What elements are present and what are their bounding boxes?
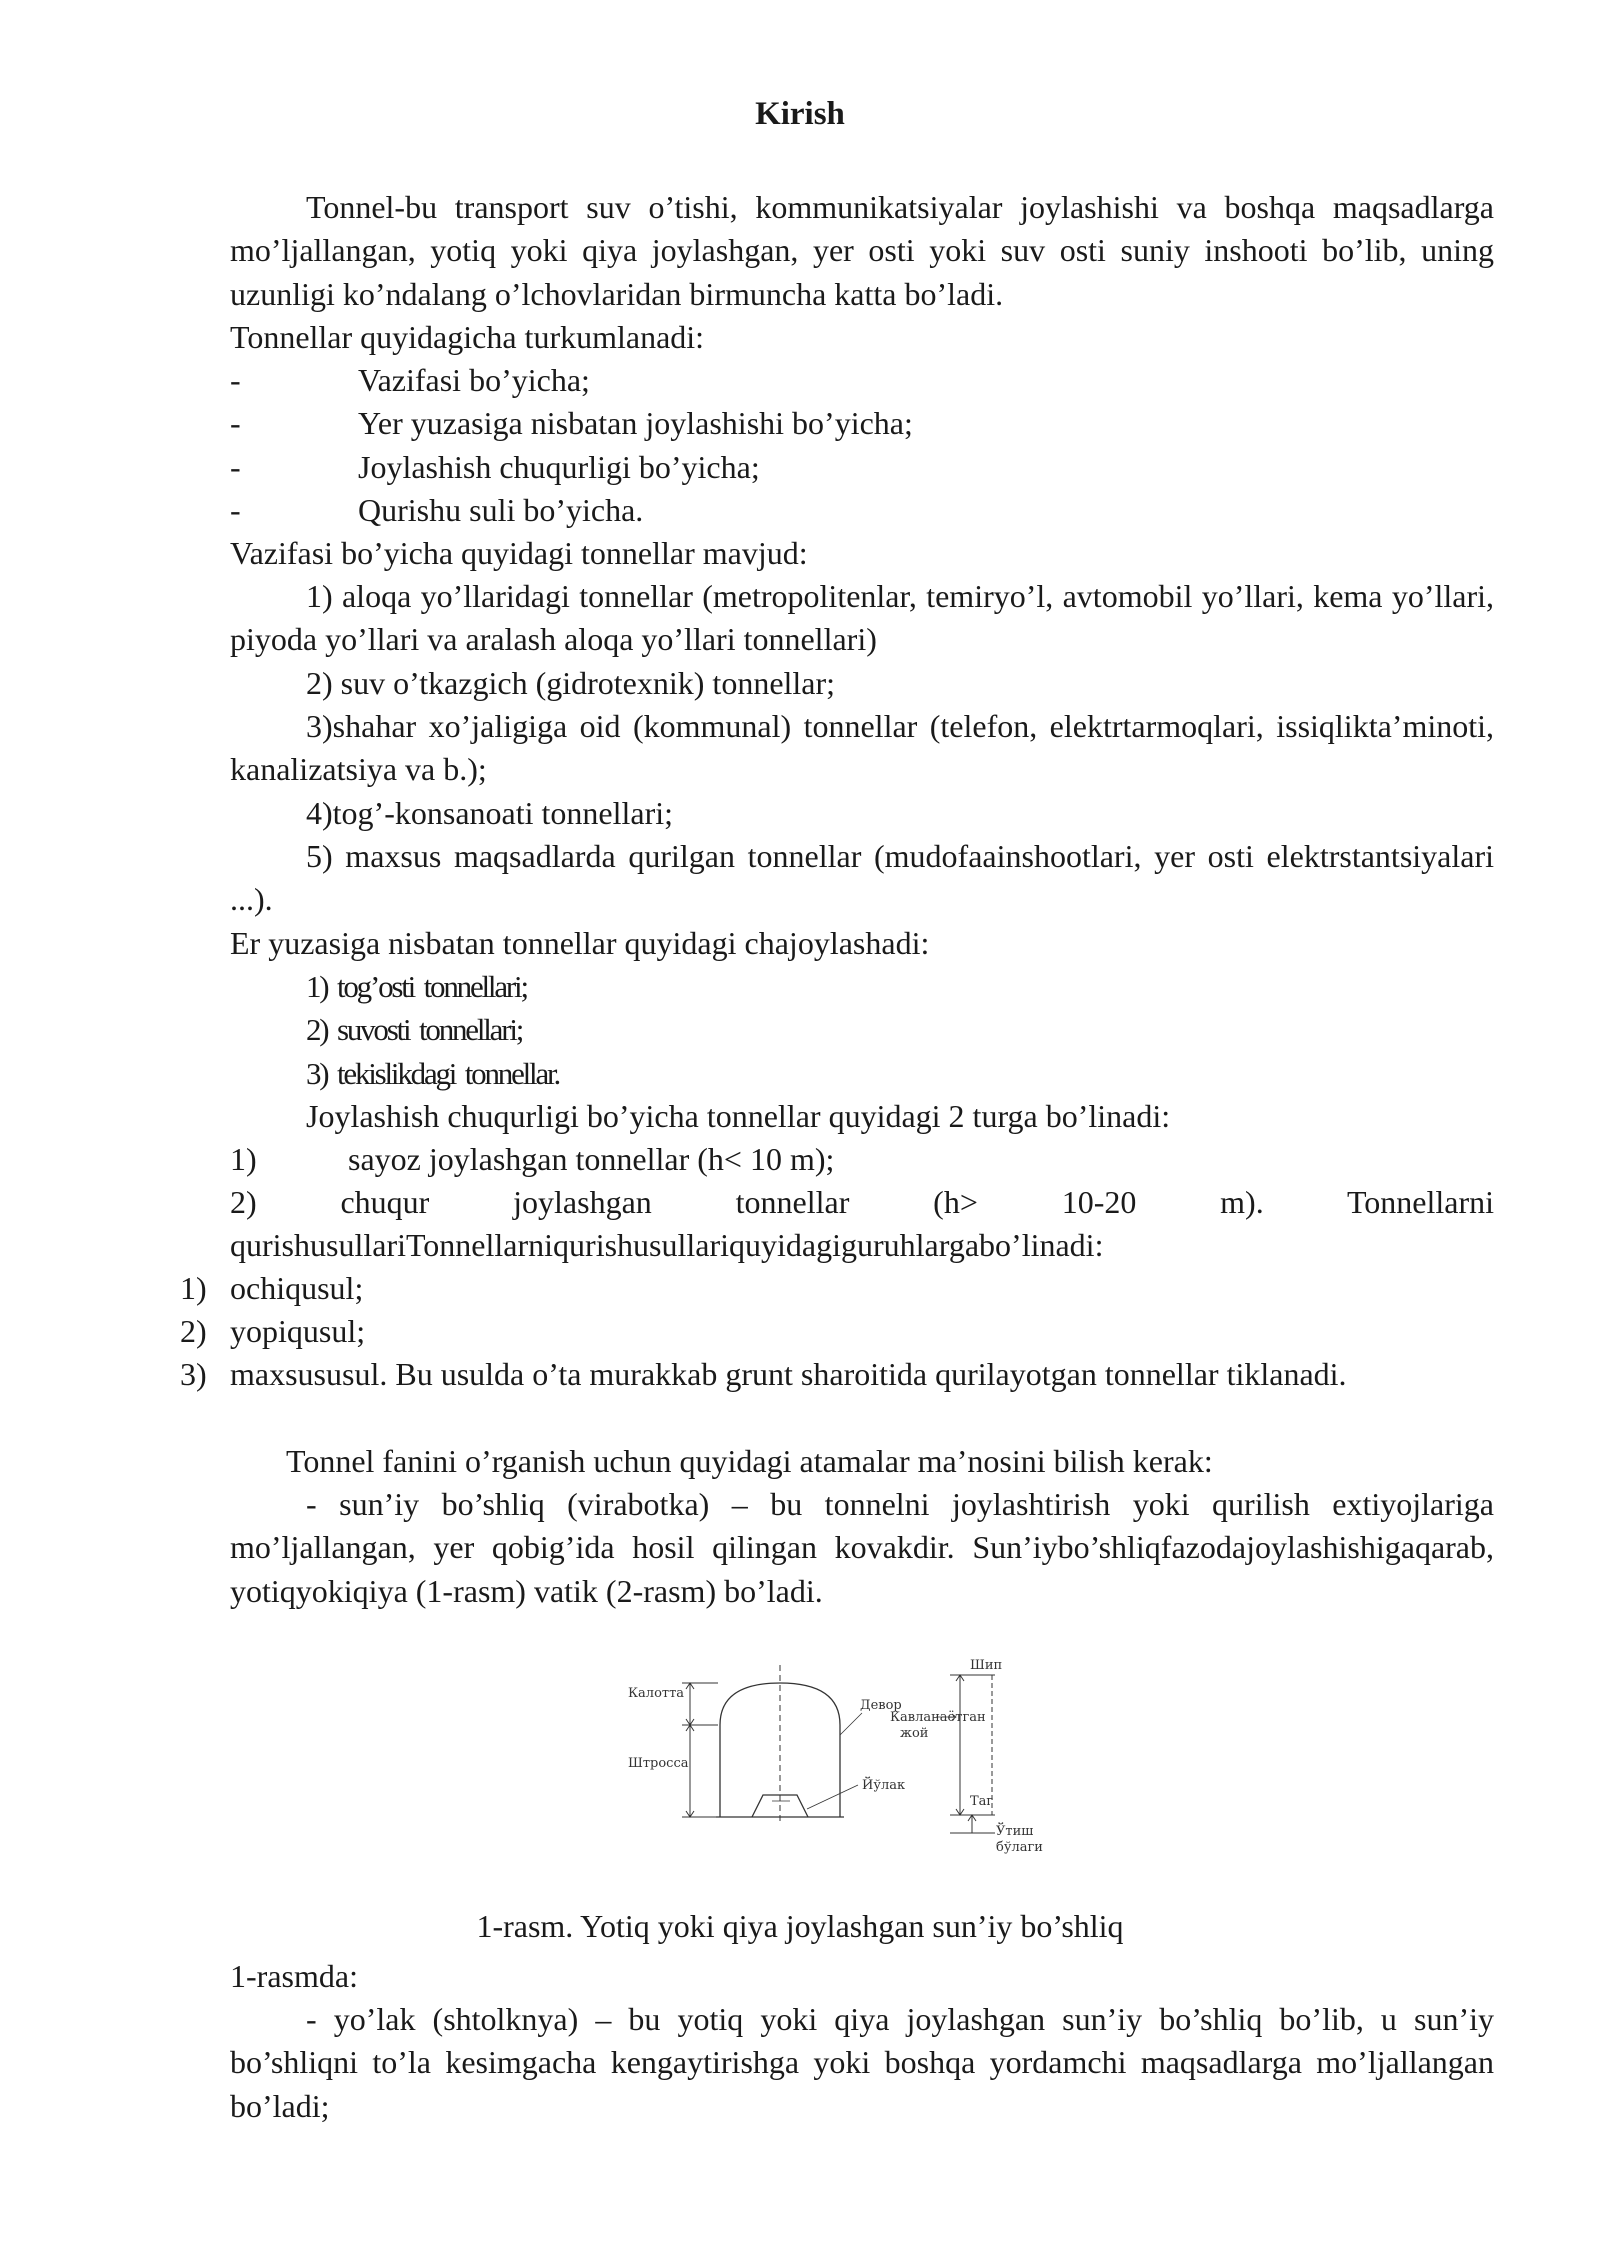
- after-item-1: - yo’lak (shtolknya) – bu yotiq yoki qiya joylashgan sun’iy bo’shliq bo’lib, u sun’iy bo’shliqni to’la kesimgacha kengaytirishga yoki boshqa yordamchi maqsadlarga mo’ljallangan bo’ladi;: [230, 2001, 1494, 2124]
- classification-heading: Tonnellar quyidagicha turkumlanadi:: [230, 319, 705, 355]
- list-item: 1) tog’osti tonnellari;: [306, 969, 527, 1004]
- intro-paragraph: Tonnel-bu transport suv o’tishi, kommunikatsiyalar joylashishi va boshqa maqsadlarga mo’ljallangan, yotiq yoki qiya joylashgan, yer osti yoki suv osti suniy inshooti bo’lib, uning uzunligi ko’ndalang o’lchovlaridan birmuncha katta bo’ladi.: [230, 189, 1494, 312]
- surface-list: [230, 965, 1494, 1095]
- list-item: - Vazifasi bo’yicha;: [230, 359, 1494, 402]
- label-kalotta: Калотта: [628, 1686, 685, 1701]
- classification-list: [230, 359, 1494, 532]
- list-number: 2): [180, 1313, 207, 1349]
- purpose-item-3: 3)shahar xo’jaligiga oid (kommunal) tonnellar (telefon, elektrtarmoqlari, issiqlikta’minoti, kanalizatsiya va b.);: [230, 708, 1494, 788]
- page-title: Kirish: [755, 96, 845, 132]
- method-item: ochiqusul;: [230, 1270, 364, 1306]
- surface-heading: Er yuzasiga nisbatan tonnellar quyidagi chajoylashadi:: [230, 925, 930, 961]
- list-item: - Qurishu suli bo’yicha.: [230, 489, 1494, 532]
- list-marker: -: [230, 491, 241, 528]
- label-yulak: Йўлак: [862, 1778, 906, 1793]
- list-item: 3) tekislikdagi tonnellar.: [306, 1055, 559, 1091]
- purpose-item-1: 1) aloqa yo’llaridagi tonnellar (metropolitenlar, temiryo’l, avtomobil yo’llari, kema yo’llari, piyoda yo’llari va aralash aloqa yo’llari tonnellari): [230, 578, 1494, 658]
- depth-list: [230, 1138, 1494, 1181]
- purpose-heading: Vazifasi bo’yicha quyidagi tonnellar mavjud:: [230, 535, 808, 571]
- label-shtrossa: Штросса: [628, 1756, 689, 1771]
- purpose-item-5: 5) maxsus maqsadlarda qurilgan tonnellar (mudofaainshootlari, yer osti elektrstantsiyalari ...).: [230, 838, 1494, 918]
- label-bulagi: бўлаги: [996, 1840, 1043, 1855]
- list-marker: -: [230, 405, 241, 442]
- section-heading: 1-rasmda:: [230, 1958, 358, 1994]
- list-item: 2) suvosti tonnellari;: [306, 1012, 523, 1048]
- label-joy: жой: [900, 1726, 929, 1741]
- list-item: 1) sayoz joylashgan tonnellar (h< 10 m);: [230, 1141, 835, 1177]
- label-devor: Девор: [860, 1698, 902, 1713]
- depth-item-2: 2) chuqur joylashgan tonnellar (h> 10-20 m). Tonnellarni: [230, 1184, 1494, 1220]
- figure-caption: 1-rasm. Yotiq yoki qiya joylashgan sun’iy bo’shliq: [476, 1908, 1124, 1944]
- list-number: 1): [180, 1270, 207, 1306]
- method-item: yopiqusul;: [230, 1313, 366, 1349]
- terms-item-1: - sun’iy bo’shliq (virabotka) – bu tonnelni joylashtirish yoki qurilish extiyojlariga mo’ljallangan, yer qobig’ida hosil qilingan kovakdir. Sun’iybo’shliqfazodajoylashishigaqarab, yotiqyokiqiya (1-rasm) vatik (2-rasm) bo’ladi.: [230, 1486, 1494, 1609]
- terms-intro: Tonnel fanini o’rganish uchun quyidagi atamalar ma’nosini bilish kerak:: [286, 1443, 1213, 1479]
- list-marker: -: [230, 448, 241, 485]
- list-number: 3): [180, 1356, 207, 1392]
- purpose-item-2: 2) suv o’tkazgich (gidrotexnik) tonnellar;: [306, 665, 836, 701]
- method-item: maxsususul. Bu usulda o’ta murakkab grunt sharoitida qurilayotgan tonnellar tiklanadi.: [230, 1356, 1347, 1392]
- label-tag: Таг: [970, 1794, 994, 1809]
- label-kavlanadigan: Кавланаётган: [890, 1710, 986, 1725]
- label-ship: Шип: [970, 1658, 1003, 1673]
- depth-heading: Joylashish chuqurligi bo’yicha tonnellar quyidagi 2 turga bo’linadi:: [306, 1098, 1171, 1134]
- label-utish: Ўтиш: [996, 1824, 1034, 1839]
- list-item: - Joylashish chuqurligi bo’yicha;: [230, 446, 1494, 489]
- depth-item-2-continuation: qurishusullariTonnellarniqurishusullariquyidagiguruhlargabo’linadi:: [230, 1227, 1104, 1263]
- list-item: - Yer yuzasiga nisbatan joylashishi bo’yicha;: [230, 402, 1494, 445]
- tunnel-cross-section-diagram: [600, 1655, 1120, 1860]
- list-marker: -: [230, 362, 241, 398]
- purpose-item-4: 4)tog’-konsanoati tonnellari;: [306, 795, 674, 831]
